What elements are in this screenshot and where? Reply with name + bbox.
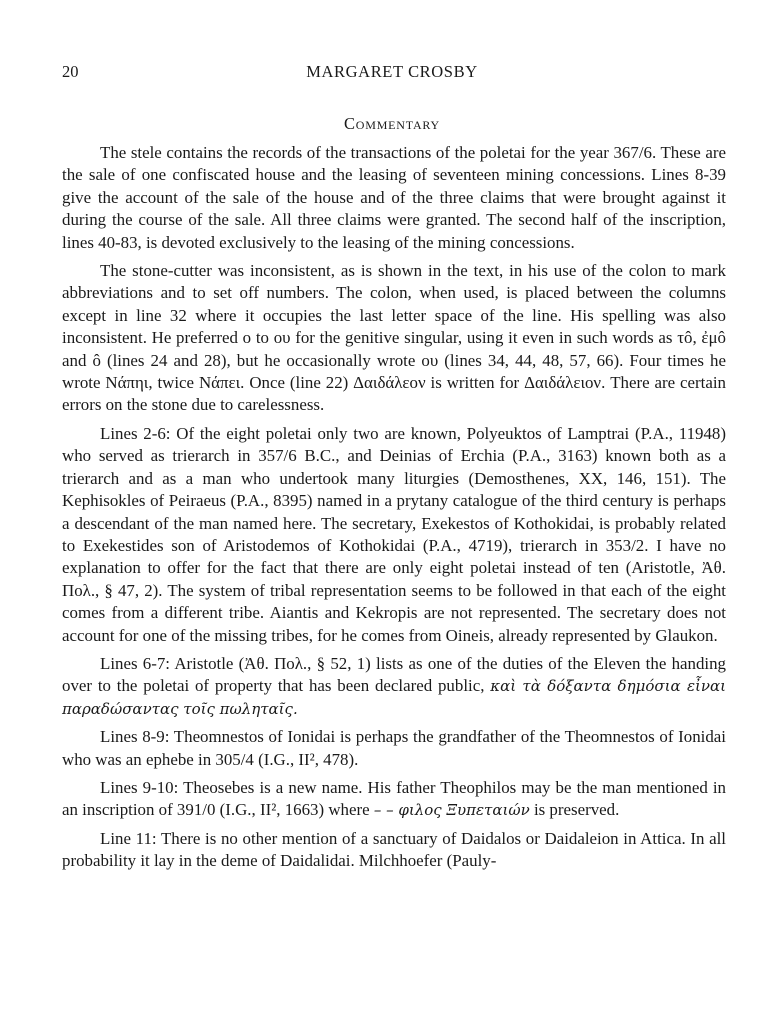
running-head-author: MARGARET CROSBY bbox=[306, 62, 478, 81]
paragraph-text: The stele contains the records of the transactions of the poletai for the year 367/6. These are the sale of one confiscated house and the leasing of seventeen mining concessions. Lines 8-39 give the account of the sale of the house and of the three claims that were brought against it during the course of the sale. All three claims were granted. The second half of the inscription, lines 40-83, is devoted exclusively to the leasing of the mining concessions. bbox=[62, 143, 726, 252]
page-number: 20 bbox=[62, 62, 79, 81]
paragraph-lines-6-7 bbox=[62, 653, 726, 720]
body-text bbox=[62, 142, 726, 873]
paragraph-text: Lines 8-9: Theomnestos of Ionidai is perhaps the grandfather of the Theomnestos of Ionidai who was an ephebe in 305/4 (I.G., II², 478). bbox=[62, 727, 726, 769]
paragraph-intro bbox=[62, 142, 726, 254]
section-title: Commentary bbox=[343, 114, 441, 133]
paragraph-stone-cutter bbox=[62, 260, 726, 417]
paragraph-text: Lines 2-6: Of the eight poletai only two are known, Polyeuktos of Lamptrai (P.A., 11948) who served as trierarch in 357/6 B.C., and Deinias of Erchia (P.A., 3163) known both as a trierarch and as a man who undertook many liturgies (Demosthenes, XX, 146, 151). The Kephisokles of Peiraeus (P.A., 8395) named in a prytany catalogue of the third century is perhaps a descendant of the man named here. The secretary, Exekestos of Kothokidai, is probably related to Exekestides son of Aristodemos of Kothokidai (P.A., 4719), trierarch in 353/2. I have no explanation to offer for the fact that there are only eight poletai instead of ten (Aristotle, Ἀθ. Πολ., § 47, 2). The system of tribal representation seems to be followed in that each of the eight comes from a different tribe. Aiantis and Kekropis are not represented. The secretary does not account for one of the missing tribes, for he comes from Oineis, already represented by Glaukon. bbox=[62, 423, 726, 645]
paragraph-lines-2-6 bbox=[62, 423, 726, 647]
greek-quotation: – – φιλος Ξυπεταιών bbox=[373, 801, 530, 820]
paragraph-text-end: is preserved. bbox=[529, 800, 620, 820]
paragraph-text: Lines 9-10: Theosebes is a new name. His father Theophilos may be the man mentioned in an inscription of 391/0 (I.G., II², 1663) where bbox=[62, 777, 726, 820]
paragraph-lines-8-9 bbox=[62, 726, 726, 771]
paragraph-text: Lines 6-7: Aristotle (Ἀθ. Πολ., § 52, 1) lists as one of the duties of the Eleven the handing over to the poletai of property that has been declared public, bbox=[62, 653, 726, 696]
running-head bbox=[62, 62, 722, 84]
paragraph-text: Line 11: There is no other mention of a sanctuary of Daidalos or Daidaleion in Attica. In all probability it lay in the deme of Daidalidai. Milchhoefer (Pauly- bbox=[62, 828, 726, 871]
paragraph-lines-9-10 bbox=[62, 777, 726, 822]
paragraph-line-11 bbox=[62, 828, 726, 873]
greek-quotation: καὶ τὰ δόξαντα δημόσια εἶναι παραδώσαντας τοῖς πωληταῖς. bbox=[62, 677, 727, 718]
paragraph-text: The stone-cutter was inconsistent, as is shown in the text, in his use of the colon to mark abbreviations and to set off numbers. The colon, when used, is placed between the columns except in line 32 where it occupies the last letter space of the line. His spelling was also inconsistent. He preferred ο to ου for the genitive singular, using it even in such words as τô, ἐμô and ô (lines 24 and 28), but he occasionally wrote ου (lines 34, 44, 48, 57, 66). Four times he wrote Νάπηι, twice Νάπει. Once (line 22) Δαιδάλεον is written for Δαιδάλειον. There are certain errors on the stone due to carelessness. bbox=[62, 261, 726, 415]
